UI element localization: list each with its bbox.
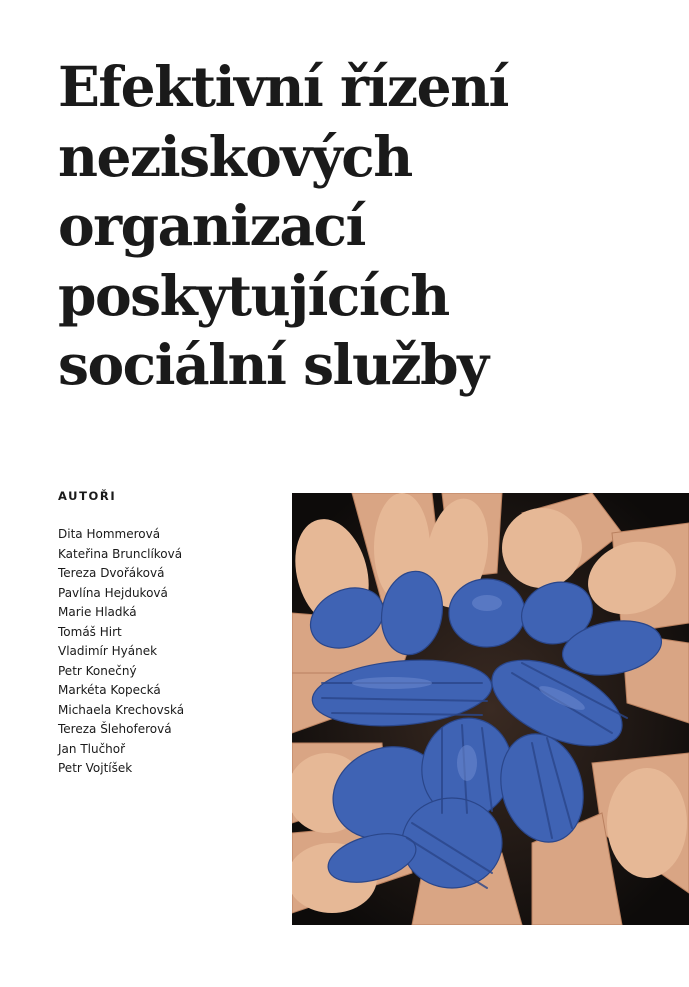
authors-list <box>58 525 184 779</box>
book-title <box>58 52 658 400</box>
author-name: Jan Tlučhoř <box>58 741 126 756</box>
title-line: neziskových <box>58 123 412 189</box>
painted-hands-illustration <box>292 493 689 925</box>
author-name: Marie Hladká <box>58 605 137 619</box>
author-name: Vladimír Hyánek <box>58 644 158 658</box>
authors-heading: AUTOŘI <box>58 489 117 503</box>
author-name: Tomáš Hirt <box>58 624 122 639</box>
author-name: Tereza Šlehoferová <box>58 722 172 736</box>
title-line: Efektivní řízení <box>58 54 508 119</box>
title-line: organizací <box>58 193 365 258</box>
title-line: poskytujících <box>58 262 449 328</box>
author-name: Petr Vojtíšek <box>58 761 133 775</box>
author-name: Pavlína Hejduková <box>58 585 168 600</box>
author-name: Dita Hommerová <box>58 527 161 541</box>
author-name: Michaela Krechovská <box>58 702 185 717</box>
author-name: Petr Konečný <box>58 663 137 678</box>
title-line: sociální služby <box>58 332 488 397</box>
author-name: Kateřina Brunclíková <box>58 546 183 561</box>
author-name: Tereza Dvořáková <box>58 566 165 580</box>
author-name: Markéta Kopecká <box>58 683 161 697</box>
cover-photo <box>292 493 689 925</box>
